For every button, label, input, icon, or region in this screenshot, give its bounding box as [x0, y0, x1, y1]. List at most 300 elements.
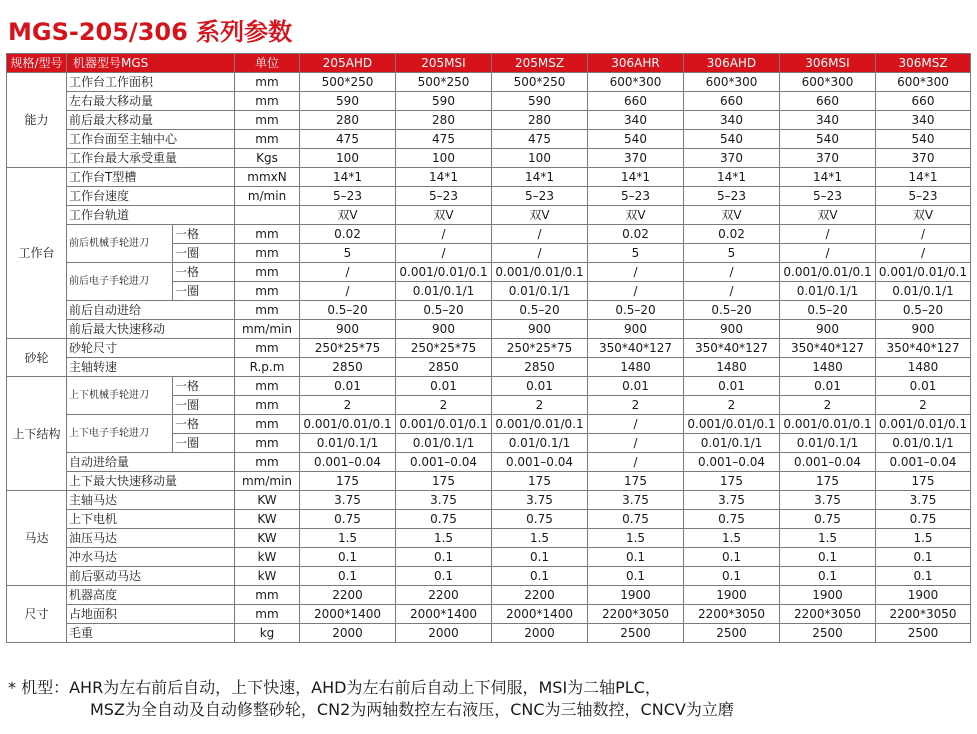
header-machine-label: 机器型号MGS	[67, 54, 235, 73]
table-row	[7, 605, 971, 624]
spec-body	[7, 73, 971, 643]
value-cell: 0.001/0.01/0.1	[300, 415, 396, 434]
mode-cell: 一格	[173, 225, 235, 244]
value-cell: 0.1	[684, 548, 780, 567]
unit-cell: mm	[235, 244, 300, 263]
unit-cell: mm	[235, 73, 300, 92]
item-cell: 机器高度	[67, 586, 235, 605]
value-cell: 0.75	[588, 510, 684, 529]
item-cell: 毛重	[67, 624, 235, 643]
value-cell: 2500	[876, 624, 971, 643]
table-row	[7, 301, 971, 320]
unit-cell: KW	[235, 529, 300, 548]
value-cell: /	[876, 244, 971, 263]
value-cell: 0.75	[780, 510, 876, 529]
value-cell: 2500	[780, 624, 876, 643]
value-cell: 0.1	[300, 548, 396, 567]
value-cell: 350*40*127	[588, 339, 684, 358]
value-cell: 1480	[588, 358, 684, 377]
item-cell: 工作台轨道	[67, 206, 235, 225]
value-cell: 0.1	[684, 567, 780, 586]
value-cell: 双V	[684, 206, 780, 225]
value-cell: 0.01/0.1/1	[300, 434, 396, 453]
table-row	[7, 415, 971, 434]
value-cell: 600*300	[684, 73, 780, 92]
unit-cell: mm	[235, 111, 300, 130]
value-cell: 900	[876, 320, 971, 339]
value-cell: 340	[780, 111, 876, 130]
unit-cell: mm	[235, 225, 300, 244]
value-cell: 1.5	[492, 529, 588, 548]
item-cell: 上下电机	[67, 510, 235, 529]
mode-cell: 一圈	[173, 282, 235, 301]
value-cell: 370	[780, 149, 876, 168]
value-cell: 3.75	[396, 491, 492, 510]
value-cell: 5–23	[300, 187, 396, 206]
unit-cell: kW	[235, 548, 300, 567]
value-cell: 2850	[396, 358, 492, 377]
header-corner: 规格/型号	[7, 54, 67, 73]
unit-cell: mm/min	[235, 472, 300, 491]
value-cell: 1900	[876, 586, 971, 605]
value-cell: 0.75	[396, 510, 492, 529]
value-cell: 1.5	[684, 529, 780, 548]
spec-table	[6, 53, 971, 643]
value-cell: 2000*1400	[300, 605, 396, 624]
unit-cell: mm	[235, 282, 300, 301]
value-cell: 14*1	[492, 168, 588, 187]
value-cell: 475	[396, 130, 492, 149]
value-cell: /	[780, 244, 876, 263]
value-cell: 0.1	[492, 548, 588, 567]
header-model: 306AHR	[588, 54, 684, 73]
value-cell: 600*300	[588, 73, 684, 92]
value-cell: 双V	[588, 206, 684, 225]
value-cell: 0.001–0.04	[876, 453, 971, 472]
value-cell: 0.001/0.01/0.1	[780, 415, 876, 434]
item-cell: 左右最大移动量	[67, 92, 235, 111]
value-cell: /	[588, 263, 684, 282]
value-cell: 600*300	[876, 73, 971, 92]
value-cell: 280	[396, 111, 492, 130]
value-cell: 3.75	[492, 491, 588, 510]
item-cell: 前后最大快速移动	[67, 320, 235, 339]
value-cell: 340	[684, 111, 780, 130]
value-cell: 175	[396, 472, 492, 491]
value-cell: 0.75	[684, 510, 780, 529]
value-cell: 0.1	[300, 567, 396, 586]
subitem-cell: 前后电子手轮进刀	[67, 263, 173, 301]
value-cell: 280	[300, 111, 396, 130]
table-row	[7, 149, 971, 168]
value-cell: 2	[684, 396, 780, 415]
category-cell: 尺寸	[7, 586, 67, 643]
value-cell: 0.001/0.01/0.1	[780, 263, 876, 282]
value-cell: 0.1	[396, 567, 492, 586]
value-cell: 14*1	[396, 168, 492, 187]
category-cell: 马达	[7, 491, 67, 586]
value-cell: /	[684, 282, 780, 301]
value-cell: /	[588, 434, 684, 453]
table-row	[7, 130, 971, 149]
value-cell: 0.001/0.01/0.1	[396, 263, 492, 282]
unit-cell: mm	[235, 605, 300, 624]
item-cell: 工作台速度	[67, 187, 235, 206]
mode-cell: 一圈	[173, 434, 235, 453]
value-cell: 2850	[492, 358, 588, 377]
category-cell: 工作台	[7, 168, 67, 339]
value-cell: /	[588, 282, 684, 301]
value-cell: 双V	[300, 206, 396, 225]
value-cell: 0.001–0.04	[300, 453, 396, 472]
value-cell: 0.1	[876, 548, 971, 567]
value-cell: 0.02	[684, 225, 780, 244]
value-cell: 双V	[492, 206, 588, 225]
value-cell: 0.001–0.04	[492, 453, 588, 472]
value-cell: 0.001/0.01/0.1	[492, 415, 588, 434]
table-row	[7, 263, 971, 282]
item-cell: 前后驱动马达	[67, 567, 235, 586]
value-cell: 0.5–20	[684, 301, 780, 320]
value-cell: 540	[876, 130, 971, 149]
unit-cell: mmxN	[235, 168, 300, 187]
item-cell: 油压马达	[67, 529, 235, 548]
value-cell: 1480	[876, 358, 971, 377]
value-cell: 0.1	[588, 548, 684, 567]
value-cell: 5–23	[396, 187, 492, 206]
value-cell: 660	[588, 92, 684, 111]
unit-cell: mm	[235, 263, 300, 282]
unit-cell: mm	[235, 92, 300, 111]
value-cell: 0.01/0.1/1	[876, 282, 971, 301]
value-cell: 0.01/0.1/1	[492, 282, 588, 301]
value-cell: 2	[396, 396, 492, 415]
value-cell: /	[492, 244, 588, 263]
value-cell: 0.1	[876, 567, 971, 586]
value-cell: 900	[684, 320, 780, 339]
table-row	[7, 73, 971, 92]
unit-cell: mm	[235, 453, 300, 472]
table-row	[7, 510, 971, 529]
table-row	[7, 339, 971, 358]
value-cell: 0.1	[780, 567, 876, 586]
table-row	[7, 529, 971, 548]
value-cell: 5–23	[588, 187, 684, 206]
value-cell: 540	[684, 130, 780, 149]
header-model: 306AHD	[684, 54, 780, 73]
item-cell: 自动进给量	[67, 453, 235, 472]
header-model: 205AHD	[300, 54, 396, 73]
value-cell: /	[780, 225, 876, 244]
item-cell: 前后自动进给	[67, 301, 235, 320]
value-cell: 0.01	[300, 377, 396, 396]
value-cell: 2000*1400	[396, 605, 492, 624]
subitem-cell: 上下电子手轮进刀	[67, 415, 173, 453]
value-cell: /	[588, 453, 684, 472]
unit-cell: kW	[235, 567, 300, 586]
value-cell: 0.01	[876, 377, 971, 396]
unit-cell: mm	[235, 377, 300, 396]
unit-cell: kg	[235, 624, 300, 643]
value-cell: 340	[876, 111, 971, 130]
footnote-line-1: * 机型：AHR为左右前后自动，上下快速，AHD为左右前后自动上下伺服，MSI为二轴PLC，	[8, 678, 661, 697]
value-cell: 900	[300, 320, 396, 339]
item-cell: 主轴转速	[67, 358, 235, 377]
value-cell: 175	[300, 472, 396, 491]
value-cell: 5	[300, 244, 396, 263]
value-cell: 900	[492, 320, 588, 339]
value-cell: 590	[492, 92, 588, 111]
value-cell: 3.75	[588, 491, 684, 510]
value-cell: 2500	[588, 624, 684, 643]
value-cell: 0.01/0.1/1	[780, 282, 876, 301]
value-cell: 0.02	[300, 225, 396, 244]
table-row	[7, 586, 971, 605]
value-cell: 2200*3050	[588, 605, 684, 624]
value-cell: 590	[396, 92, 492, 111]
category-cell: 上下结构	[7, 377, 67, 491]
value-cell: 0.001/0.01/0.1	[876, 415, 971, 434]
value-cell: 2	[780, 396, 876, 415]
value-cell: 0.01	[684, 377, 780, 396]
value-cell: 340	[588, 111, 684, 130]
value-cell: /	[684, 263, 780, 282]
unit-cell: mm	[235, 130, 300, 149]
item-cell: 主轴马达	[67, 491, 235, 510]
value-cell: 14*1	[780, 168, 876, 187]
value-cell: 2000	[396, 624, 492, 643]
table-row	[7, 168, 971, 187]
value-cell: 0.01	[780, 377, 876, 396]
value-cell: 0.01/0.1/1	[684, 434, 780, 453]
value-cell: 0.5–20	[492, 301, 588, 320]
unit-cell: Kgs	[235, 149, 300, 168]
value-cell: /	[492, 225, 588, 244]
value-cell: 0.01/0.1/1	[876, 434, 971, 453]
item-cell: 工作台面至主轴中心	[67, 130, 235, 149]
value-cell: 1.5	[780, 529, 876, 548]
value-cell: 0.01/0.1/1	[492, 434, 588, 453]
table-row	[7, 92, 971, 111]
value-cell: 5–23	[780, 187, 876, 206]
value-cell: 5–23	[684, 187, 780, 206]
header-unit-label: 单位	[235, 54, 300, 73]
mode-cell: 一格	[173, 377, 235, 396]
value-cell: 350*40*127	[684, 339, 780, 358]
table-row	[7, 320, 971, 339]
table-row	[7, 111, 971, 130]
value-cell: 5	[588, 244, 684, 263]
value-cell: 3.75	[780, 491, 876, 510]
unit-cell	[235, 206, 300, 225]
value-cell: 370	[588, 149, 684, 168]
table-row	[7, 624, 971, 643]
value-cell: 0.1	[492, 567, 588, 586]
value-cell: 370	[876, 149, 971, 168]
value-cell: 2850	[300, 358, 396, 377]
value-cell: 0.75	[876, 510, 971, 529]
value-cell: /	[396, 244, 492, 263]
value-cell: 0.5–20	[396, 301, 492, 320]
value-cell: 1480	[780, 358, 876, 377]
value-cell: 590	[300, 92, 396, 111]
value-cell: 0.01/0.1/1	[780, 434, 876, 453]
value-cell: 1900	[588, 586, 684, 605]
value-cell: 175	[588, 472, 684, 491]
value-cell: 900	[780, 320, 876, 339]
value-cell: 1900	[780, 586, 876, 605]
mode-cell: 一圈	[173, 244, 235, 263]
value-cell: /	[300, 263, 396, 282]
value-cell: 280	[492, 111, 588, 130]
value-cell: 350*40*127	[780, 339, 876, 358]
table-row	[7, 206, 971, 225]
value-cell: 475	[492, 130, 588, 149]
value-cell: 双V	[780, 206, 876, 225]
item-cell: 砂轮尺寸	[67, 339, 235, 358]
value-cell: 500*250	[396, 73, 492, 92]
value-cell: 100	[396, 149, 492, 168]
value-cell: 14*1	[684, 168, 780, 187]
value-cell: 540	[780, 130, 876, 149]
value-cell: 2	[588, 396, 684, 415]
value-cell: 5–23	[492, 187, 588, 206]
mode-cell: 一圈	[173, 396, 235, 415]
table-row	[7, 472, 971, 491]
value-cell: 600*300	[780, 73, 876, 92]
table-row	[7, 225, 971, 244]
item-cell: 工作台T型槽	[67, 168, 235, 187]
header-model: 306MSI	[780, 54, 876, 73]
value-cell: 0.1	[588, 567, 684, 586]
value-cell: 0.001/0.01/0.1	[396, 415, 492, 434]
value-cell: 1480	[684, 358, 780, 377]
value-cell: 0.75	[300, 510, 396, 529]
unit-cell: mm	[235, 415, 300, 434]
unit-cell: KW	[235, 510, 300, 529]
value-cell: 2200*3050	[876, 605, 971, 624]
table-row	[7, 377, 971, 396]
value-cell: 0.001–0.04	[780, 453, 876, 472]
value-cell: 0.75	[492, 510, 588, 529]
value-cell: 900	[588, 320, 684, 339]
value-cell: 2200*3050	[684, 605, 780, 624]
item-cell: 前后最大移动量	[67, 111, 235, 130]
item-cell: 上下最大快速移动量	[67, 472, 235, 491]
value-cell: 1.5	[300, 529, 396, 548]
value-cell: 3.75	[300, 491, 396, 510]
table-row	[7, 491, 971, 510]
value-cell: /	[588, 415, 684, 434]
value-cell: 0.001–0.04	[684, 453, 780, 472]
value-cell: 0.01	[396, 377, 492, 396]
page-title: MGS-205/306 系列参数	[8, 18, 293, 46]
value-cell: 0.01/0.1/1	[396, 282, 492, 301]
value-cell: 370	[684, 149, 780, 168]
value-cell: /	[300, 282, 396, 301]
value-cell: 0.5–20	[300, 301, 396, 320]
unit-cell: KW	[235, 491, 300, 510]
subitem-cell: 前后机械手轮进刀	[67, 225, 173, 263]
value-cell: /	[396, 225, 492, 244]
value-cell: 0.5–20	[588, 301, 684, 320]
value-cell: 175	[876, 472, 971, 491]
category-cell: 能力	[7, 73, 67, 168]
value-cell: 0.01	[492, 377, 588, 396]
value-cell: 2	[300, 396, 396, 415]
value-cell: 2200	[300, 586, 396, 605]
value-cell: 475	[300, 130, 396, 149]
value-cell: 175	[780, 472, 876, 491]
value-cell: 0.001–0.04	[396, 453, 492, 472]
unit-cell: R.p.m	[235, 358, 300, 377]
item-cell: 冲水马达	[67, 548, 235, 567]
unit-cell: mm	[235, 434, 300, 453]
value-cell: 1.5	[588, 529, 684, 548]
table-row	[7, 548, 971, 567]
value-cell: 660	[876, 92, 971, 111]
table-row	[7, 187, 971, 206]
value-cell: 2	[876, 396, 971, 415]
value-cell: 0.001/0.01/0.1	[876, 263, 971, 282]
value-cell: 5–23	[876, 187, 971, 206]
header-model: 205MSI	[396, 54, 492, 73]
unit-cell: mm	[235, 396, 300, 415]
table-row	[7, 567, 971, 586]
value-cell: 0.01/0.1/1	[396, 434, 492, 453]
value-cell: 3.75	[876, 491, 971, 510]
subitem-cell: 上下机械手轮进刀	[67, 377, 173, 415]
header-model: 306MSZ	[876, 54, 971, 73]
value-cell: 500*250	[300, 73, 396, 92]
value-cell: 0.5–20	[780, 301, 876, 320]
value-cell: 660	[684, 92, 780, 111]
value-cell: 3.75	[684, 491, 780, 510]
value-cell: 1.5	[396, 529, 492, 548]
value-cell: 900	[396, 320, 492, 339]
value-cell: /	[876, 225, 971, 244]
unit-cell: mm/min	[235, 320, 300, 339]
value-cell: 0.1	[780, 548, 876, 567]
value-cell: 0.02	[588, 225, 684, 244]
value-cell: 175	[492, 472, 588, 491]
value-cell: 0.001/0.01/0.1	[684, 415, 780, 434]
category-cell: 砂轮	[7, 339, 67, 377]
value-cell: 2200	[492, 586, 588, 605]
item-cell: 占地面积	[67, 605, 235, 624]
value-cell: 2200	[396, 586, 492, 605]
value-cell: 660	[780, 92, 876, 111]
value-cell: 0.1	[396, 548, 492, 567]
value-cell: 0.5–20	[876, 301, 971, 320]
value-cell: 0.01	[588, 377, 684, 396]
value-cell: 250*25*75	[300, 339, 396, 358]
table-row	[7, 453, 971, 472]
value-cell: 2	[492, 396, 588, 415]
value-cell: 2200*3050	[780, 605, 876, 624]
footnote	[8, 677, 734, 721]
value-cell: 2000	[492, 624, 588, 643]
unit-cell: m/min	[235, 187, 300, 206]
value-cell: 175	[684, 472, 780, 491]
value-cell: 14*1	[876, 168, 971, 187]
mode-cell: 一格	[173, 263, 235, 282]
unit-cell: mm	[235, 586, 300, 605]
value-cell: 14*1	[300, 168, 396, 187]
footnote-line-2: MSZ为全自动及自动修整砂轮，CN2为两轴数控左右液压，CNC为三轴数控，CNCV为立磨	[90, 700, 734, 719]
value-cell: 500*250	[492, 73, 588, 92]
value-cell: 250*25*75	[492, 339, 588, 358]
